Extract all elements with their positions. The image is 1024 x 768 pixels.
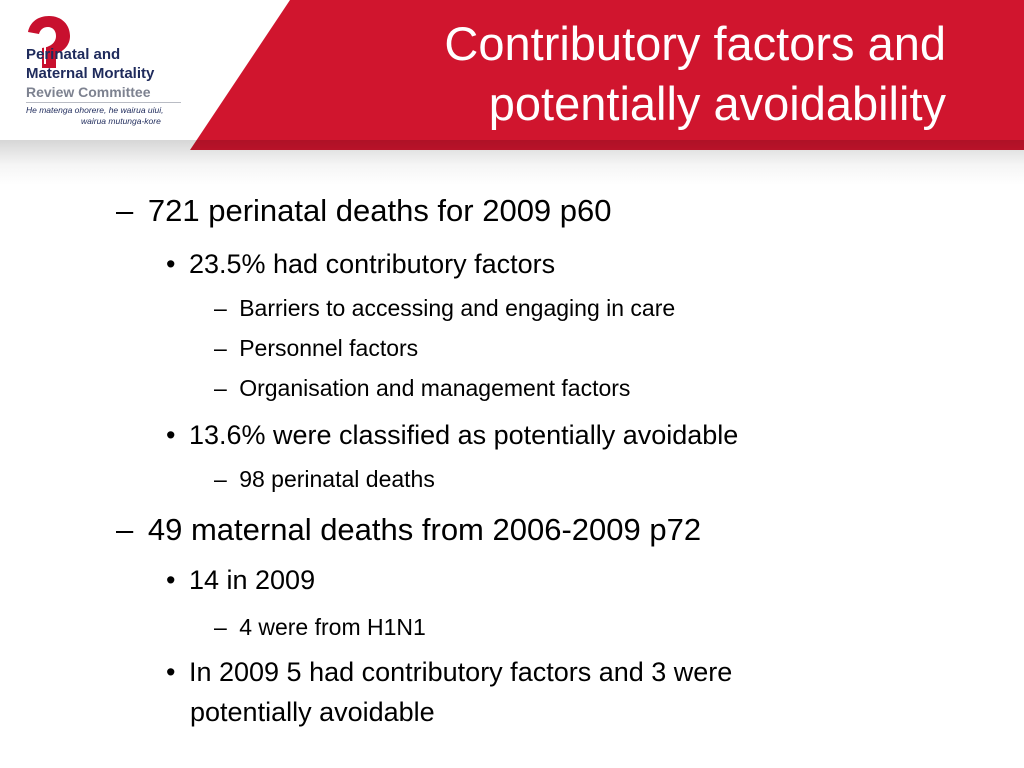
bullet-text: 13.6% were classified as potentially avoidable — [188, 420, 739, 450]
slide-title-line1: Contributory factors and — [444, 17, 946, 70]
bullet-text: In 2009 5 had contributory factors and 3 were — [188, 657, 733, 687]
logo-motto-line1: He matenga ohorere, he wairua uiui, — [26, 105, 164, 115]
bullet-item — [214, 295, 675, 322]
bullet-item — [214, 375, 630, 402]
bullet-text: Organisation and management factors — [239, 375, 631, 401]
bullet-text: Personnel factors — [239, 335, 419, 361]
bullet-text: 98 perinatal deaths — [239, 466, 435, 492]
bullet-text: 23.5% had contributory factors — [188, 249, 556, 279]
bullet-item — [116, 193, 612, 229]
bullet-item — [166, 249, 555, 280]
dash-marker: – — [214, 335, 227, 361]
logo-text-line1: Perinatal and — [26, 46, 121, 63]
bullet-marker: • — [166, 249, 176, 279]
bullet-item — [166, 657, 732, 688]
logo-text-line3: Review Committee — [26, 84, 151, 100]
dash-marker: – — [214, 614, 227, 640]
bullet-marker: • — [166, 657, 176, 687]
bullet-item — [166, 420, 738, 451]
bullet-item — [214, 614, 426, 641]
bullet-item — [166, 565, 315, 596]
bullet-item — [116, 512, 701, 548]
bullet-marker: • — [166, 565, 176, 595]
dash-marker: – — [116, 512, 134, 547]
dash-marker: – — [214, 295, 227, 321]
bullet-text: 49 maternal deaths from 2006-2009 p72 — [147, 512, 702, 547]
slide-title-line2: potentially avoidability — [488, 77, 946, 130]
dash-marker: – — [116, 193, 134, 228]
bullet-text: Barriers to accessing and engaging in care — [239, 295, 676, 321]
bullet-text: 4 were from H1N1 — [239, 614, 426, 640]
bullet-text: 721 perinatal deaths for 2009 p60 — [147, 193, 612, 228]
bullet-item-continuation — [190, 697, 435, 728]
bullet-item — [214, 466, 435, 493]
bullet-text: potentially avoidable — [190, 697, 435, 727]
logo-motto-line2: wairua mutunga-kore — [81, 116, 161, 126]
dash-marker: – — [214, 375, 227, 401]
bullet-text: 14 in 2009 — [188, 565, 316, 595]
dash-marker: – — [214, 466, 227, 492]
bullet-item — [214, 335, 418, 362]
bullet-marker: • — [166, 420, 176, 450]
logo-text-line2: Maternal Mortality — [26, 65, 155, 82]
